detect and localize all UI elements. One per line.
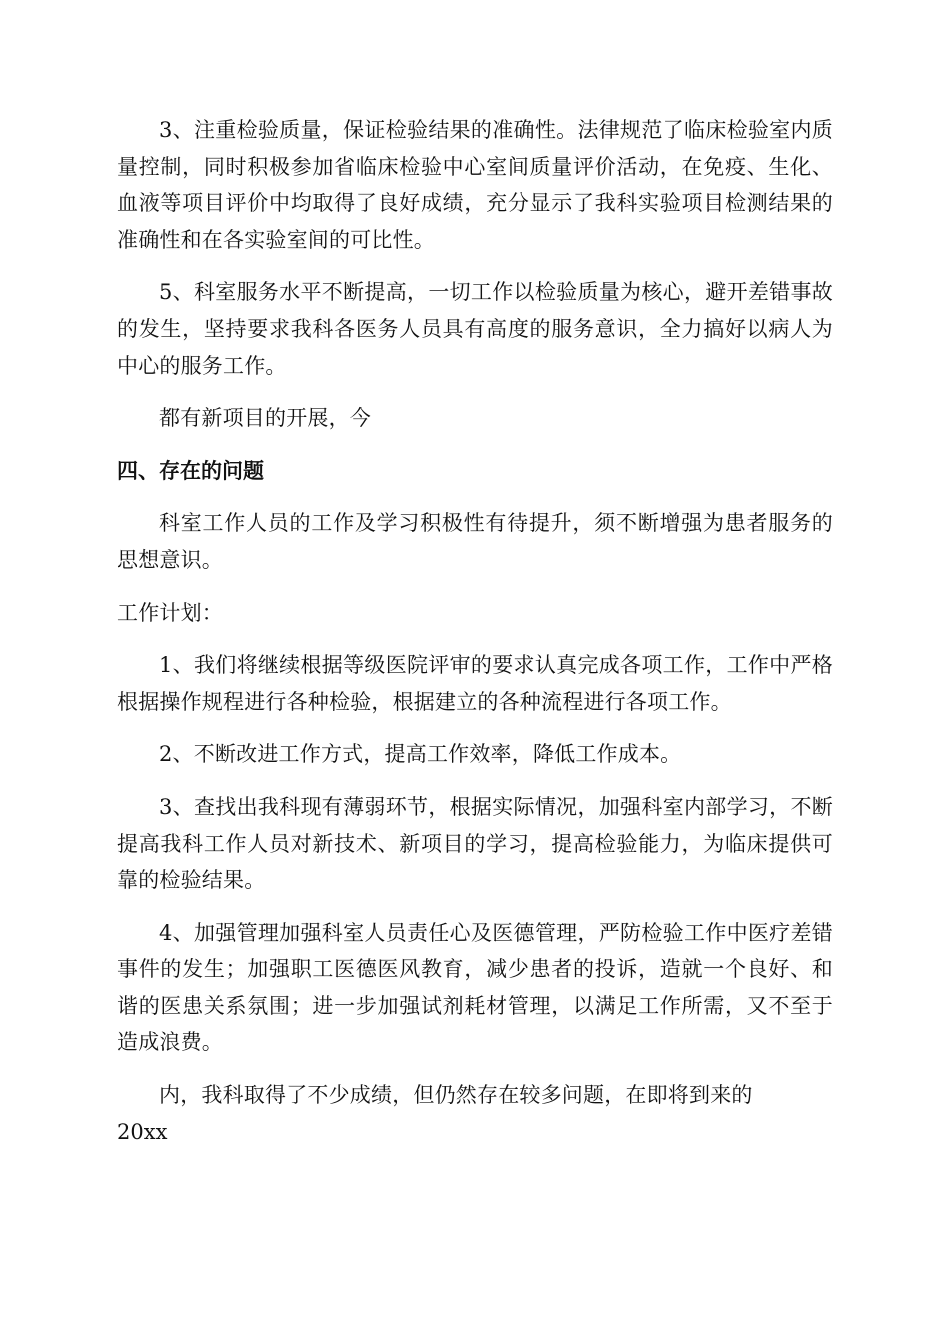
- plan-item-3: 3、查找出我科现有薄弱环节，根据实际情况，加强科室内部学习，不断提高我科工作人员对新技术、新项目的学习，提高检验能力，为临床提供可靠的检验结果。: [117, 794, 833, 893]
- plan-item-1: 1、我们将继续根据等级医院评审的要求认真完成各项工作，工作中严格根据操作规程进行各种检验，根据建立的各种流程进行各项工作。: [117, 653, 833, 714]
- plan-item-2: 2、不断改进工作方式，提高工作效率，降低工作成本。: [159, 742, 682, 767]
- document-page: [117, 112, 833, 1150]
- plan-item-4: 4、加强管理加强科室人员责任心及医德管理，严防检验工作中医疗差错事件的发生；加强职工医德医风教育，减少患者的投诉，造就一个良好、和谐的医患关系氛围；进一步加强试剂耗材管理，以满足工作所需，又不至于造成浪费。: [117, 920, 833, 1055]
- plan-label: 工作计划：: [117, 600, 223, 625]
- closing-year: 20xx: [117, 1119, 168, 1144]
- paragraph-quality: 3、注重检验质量，保证检验结果的准确性。法律规范了临床检验室内质量控制，同时积极参加省临床检验中心室间质量评价活动，在免疫、生化、血液等项目评价中均取得了良好成绩，充分显示了我科实验项目检测结果的准确性和在各实验室间的可比性。: [117, 118, 833, 252]
- paragraph-closing: 内，我科取得了不少成绩，但仍然存在较多问题，在即将到来的: [159, 1083, 753, 1108]
- paragraph-new-projects: 都有新项目的开展，今: [159, 406, 371, 431]
- paragraph-service: 5、科室服务水平不断提高，一切工作以检验质量为核心，避开差错事故的发生，坚持要求我科各医务人员具有高度的服务意识，全力搞好以病人为中心的服务工作。: [117, 280, 833, 378]
- heading-problems: 四、存在的问题: [117, 458, 264, 483]
- paragraph-problems: 科室工作人员的工作及学习积极性有待提升，须不断增强为患者服务的思想意识。: [117, 511, 833, 572]
